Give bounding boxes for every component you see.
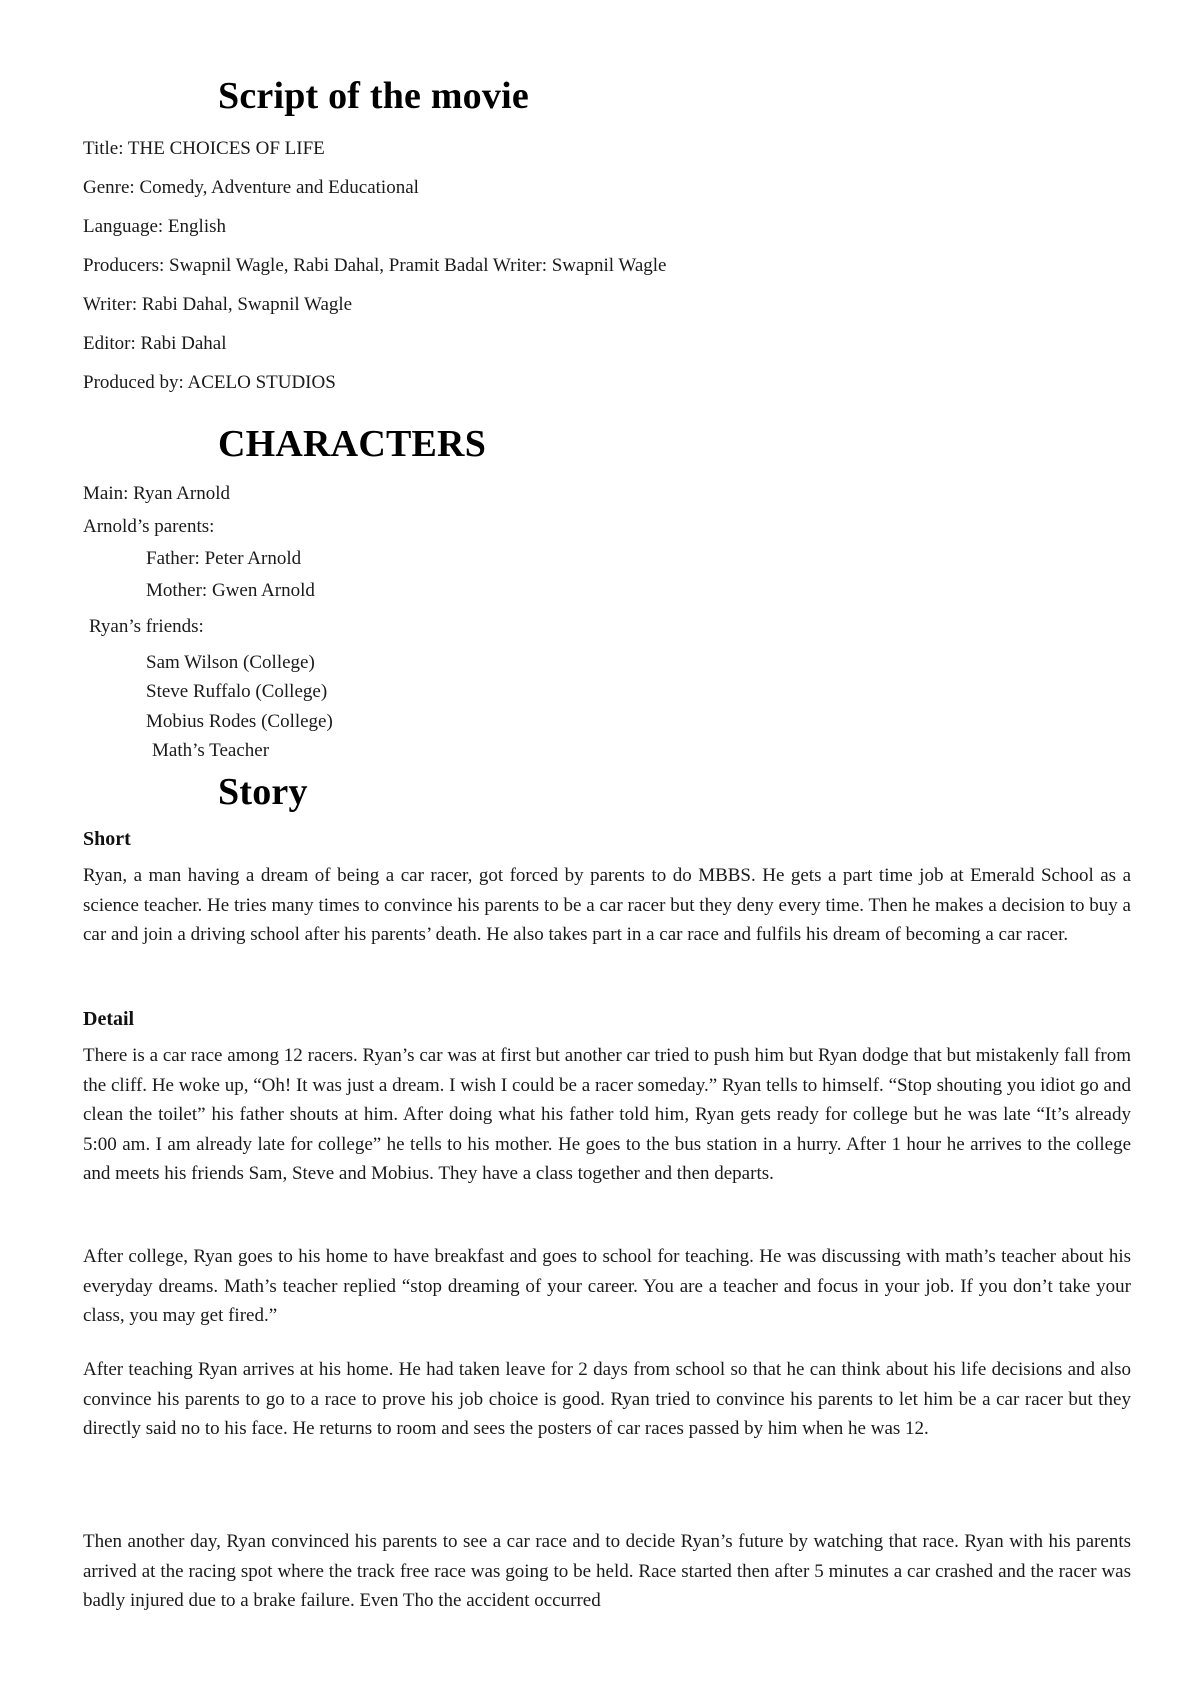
short-heading: Short	[83, 828, 131, 850]
character-main: Main: Ryan Arnold	[83, 483, 231, 504]
detail-paragraph-2: After college, Ryan goes to his home to have breakfast and goes to school for teaching. He was discussing with math’s teacher about his everyday dreams. Math’s teacher replied “stop dreaming of your career. You are a teacher and focus in your job. If you don’t take your class, you may get fired.”	[83, 1246, 1131, 1326]
friend-item: Math’s Teacher	[152, 740, 270, 761]
info-producers: Producers: Swapnil Wagle, Rabi Dahal, Pramit Badal Writer: Swapnil Wagle	[83, 255, 667, 276]
friend-item: Sam Wilson (College)	[146, 652, 315, 673]
story-heading: Story	[218, 771, 308, 813]
character-mother: Mother: Gwen Arnold	[146, 580, 315, 601]
info-produced-by: Produced by: ACELO STUDIOS	[83, 372, 336, 393]
info-genre: Genre: Comedy, Adventure and Educational	[83, 177, 419, 198]
info-editor: Editor: Rabi Dahal	[83, 333, 227, 354]
detail-heading: Detail	[83, 1008, 135, 1030]
friend-item: Steve Ruffalo (College)	[146, 681, 328, 702]
characters-heading: CHARACTERS	[218, 423, 487, 465]
info-title: Title: THE CHOICES OF LIFE	[83, 138, 325, 159]
page-title: Script of the movie	[218, 75, 529, 117]
friend-item: Mobius Rodes (College)	[146, 711, 333, 732]
short-paragraph: Ryan, a man having a dream of being a car racer, got forced by parents to do MBBS. He gets a part time job at Emerald School as a science teacher. He tries many times to convince his parents to be a car racer but they deny every time. Then he makes a decision to buy a car and join a driving school after his parents’ death. He also takes part in a car race and fulfils his dream of becoming a car racer.	[83, 865, 1131, 945]
friends-label: Ryan’s friends:	[89, 616, 204, 637]
detail-paragraph-1: There is a car race among 12 racers. Ryan’s car was at first but another car tried to push him but Ryan dodge that but mistakenly fall from the cliff. He woke up, “Oh! It was just a dream. I wish I could be a racer someday.” Ryan tells to himself. “Stop shouting you idiot go and clean the toilet” his father shouts at him. After doing what his father told him, Ryan gets ready for college but he was late “It’s already 5:00 am. I am already late for college” he tells to his mother. He goes to the bus station in a hurry. After 1 hour he arrives to the college and meets his friends Sam, Steve and Mobius. They have a class together and then departs.	[83, 1045, 1131, 1184]
info-language: Language: English	[83, 216, 226, 237]
detail-paragraph-3: After teaching Ryan arrives at his home. He had taken leave for 2 days from school so that he can think about his life decisions and also convince his parents to go to a race to prove his job choice is good. Ryan tried to convince his parents to let him be a car racer but they directly said no to his face. He returns to room and sees the posters of car races passed by him when he was 12.	[83, 1359, 1131, 1439]
character-father: Father: Peter Arnold	[146, 548, 302, 569]
parents-label: Arnold’s parents:	[83, 516, 215, 537]
detail-paragraph-4: Then another day, Ryan convinced his parents to see a car race and to decide Ryan’s future by watching that race. Ryan with his parents arrived at the racing spot where the track free race was going to be held. Race started then after 5 minutes a car crashed and the racer was badly injured due to a brake failure. Even Tho the accident occurred	[83, 1531, 1131, 1611]
info-writer: Writer: Rabi Dahal, Swapnil Wagle	[83, 294, 353, 315]
